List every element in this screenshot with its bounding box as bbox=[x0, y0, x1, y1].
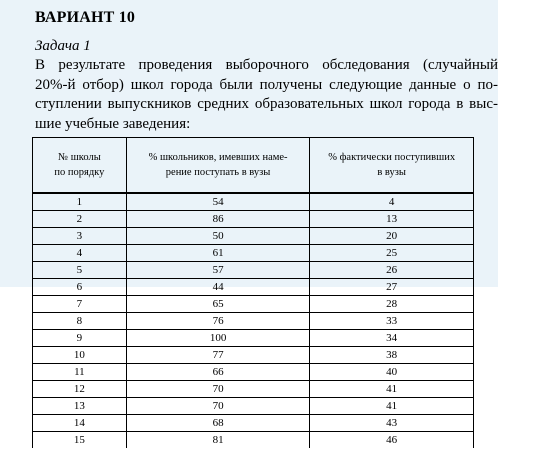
cell-school-number: 12 bbox=[33, 381, 127, 398]
table-row bbox=[33, 313, 474, 330]
cell-intended-percent: 76 bbox=[126, 313, 310, 330]
table-row bbox=[33, 347, 474, 364]
table-row bbox=[33, 415, 474, 432]
cell-intended-percent: 57 bbox=[126, 262, 310, 279]
cell-admitted-percent: 41 bbox=[310, 381, 474, 398]
cell-intended-percent: 70 bbox=[126, 398, 310, 415]
header-admitted-percent bbox=[310, 138, 474, 194]
task-heading: Задача 1 bbox=[35, 38, 91, 54]
table-row bbox=[33, 245, 474, 262]
task-description bbox=[35, 56, 498, 134]
cell-intended-percent: 50 bbox=[126, 228, 310, 245]
cell-school-number: 13 bbox=[33, 398, 127, 415]
header-text: % школьников, имевших наме- bbox=[148, 152, 288, 163]
cell-intended-percent: 68 bbox=[126, 415, 310, 432]
table-row bbox=[33, 432, 474, 449]
cell-intended-percent: 54 bbox=[126, 193, 310, 211]
cell-admitted-percent: 38 bbox=[310, 347, 474, 364]
table-row bbox=[33, 330, 474, 347]
table-row bbox=[33, 211, 474, 228]
cell-admitted-percent: 13 bbox=[310, 211, 474, 228]
cell-admitted-percent: 4 bbox=[310, 193, 474, 211]
cell-intended-percent: 70 bbox=[126, 381, 310, 398]
cell-intended-percent: 61 bbox=[126, 245, 310, 262]
cell-intended-percent: 77 bbox=[126, 347, 310, 364]
cell-intended-percent: 65 bbox=[126, 296, 310, 313]
table-row bbox=[33, 193, 474, 211]
task-line: В результате проведения выборочного обследования (случайный bbox=[35, 57, 498, 73]
task-line: 20%-й отбор) школ города были получены следующие данные о по- bbox=[35, 76, 498, 93]
cell-school-number: 3 bbox=[33, 228, 127, 245]
cell-admitted-percent: 33 bbox=[310, 313, 474, 330]
cell-intended-percent: 44 bbox=[126, 279, 310, 296]
cell-school-number: 7 bbox=[33, 296, 127, 313]
cell-admitted-percent: 46 bbox=[310, 432, 474, 449]
cell-admitted-percent: 27 bbox=[310, 279, 474, 296]
header-text: рение поступать в вузы bbox=[165, 167, 271, 178]
header-text: в вузы bbox=[377, 167, 406, 178]
variant-heading: ВАРИАНТ 10 bbox=[35, 9, 136, 26]
schools-table bbox=[32, 137, 474, 448]
cell-school-number: 9 bbox=[33, 330, 127, 347]
table-row bbox=[33, 228, 474, 245]
cell-admitted-percent: 28 bbox=[310, 296, 474, 313]
cell-admitted-percent: 40 bbox=[310, 364, 474, 381]
cell-school-number: 2 bbox=[33, 211, 127, 228]
cell-intended-percent: 100 bbox=[126, 330, 310, 347]
cell-school-number: 11 bbox=[33, 364, 127, 381]
cell-intended-percent: 86 bbox=[126, 211, 310, 228]
header-text: по порядку bbox=[54, 167, 105, 178]
cell-admitted-percent: 26 bbox=[310, 262, 474, 279]
cell-school-number: 10 bbox=[33, 347, 127, 364]
cell-school-number: 14 bbox=[33, 415, 127, 432]
cell-admitted-percent: 25 bbox=[310, 245, 474, 262]
cell-admitted-percent: 43 bbox=[310, 415, 474, 432]
cell-school-number: 1 bbox=[33, 193, 127, 211]
table-row bbox=[33, 364, 474, 381]
table-row bbox=[33, 296, 474, 313]
cell-school-number: 4 bbox=[33, 245, 127, 262]
header-text: % фактически поступивших bbox=[328, 152, 456, 163]
task-line: шие учебные заведения: bbox=[35, 115, 191, 132]
cell-school-number: 6 bbox=[33, 279, 127, 296]
cell-admitted-percent: 41 bbox=[310, 398, 474, 415]
table-row bbox=[33, 262, 474, 279]
cell-intended-percent: 66 bbox=[126, 364, 310, 381]
table-body bbox=[33, 193, 474, 448]
cell-admitted-percent: 20 bbox=[310, 228, 474, 245]
task-line: ступлении выпускников средних образовательных школ города в выс- bbox=[35, 96, 498, 112]
cell-school-number: 5 bbox=[33, 262, 127, 279]
header-intended-percent bbox=[126, 138, 310, 194]
header-school-number bbox=[33, 138, 127, 194]
table-row bbox=[33, 279, 474, 296]
table-row bbox=[33, 398, 474, 415]
cell-admitted-percent: 34 bbox=[310, 330, 474, 347]
table-header-row bbox=[33, 138, 474, 194]
cell-school-number: 15 bbox=[33, 432, 127, 449]
cell-school-number: 8 bbox=[33, 313, 127, 330]
header-text: № школы bbox=[58, 152, 101, 163]
table-row bbox=[33, 381, 474, 398]
cell-intended-percent: 81 bbox=[126, 432, 310, 449]
